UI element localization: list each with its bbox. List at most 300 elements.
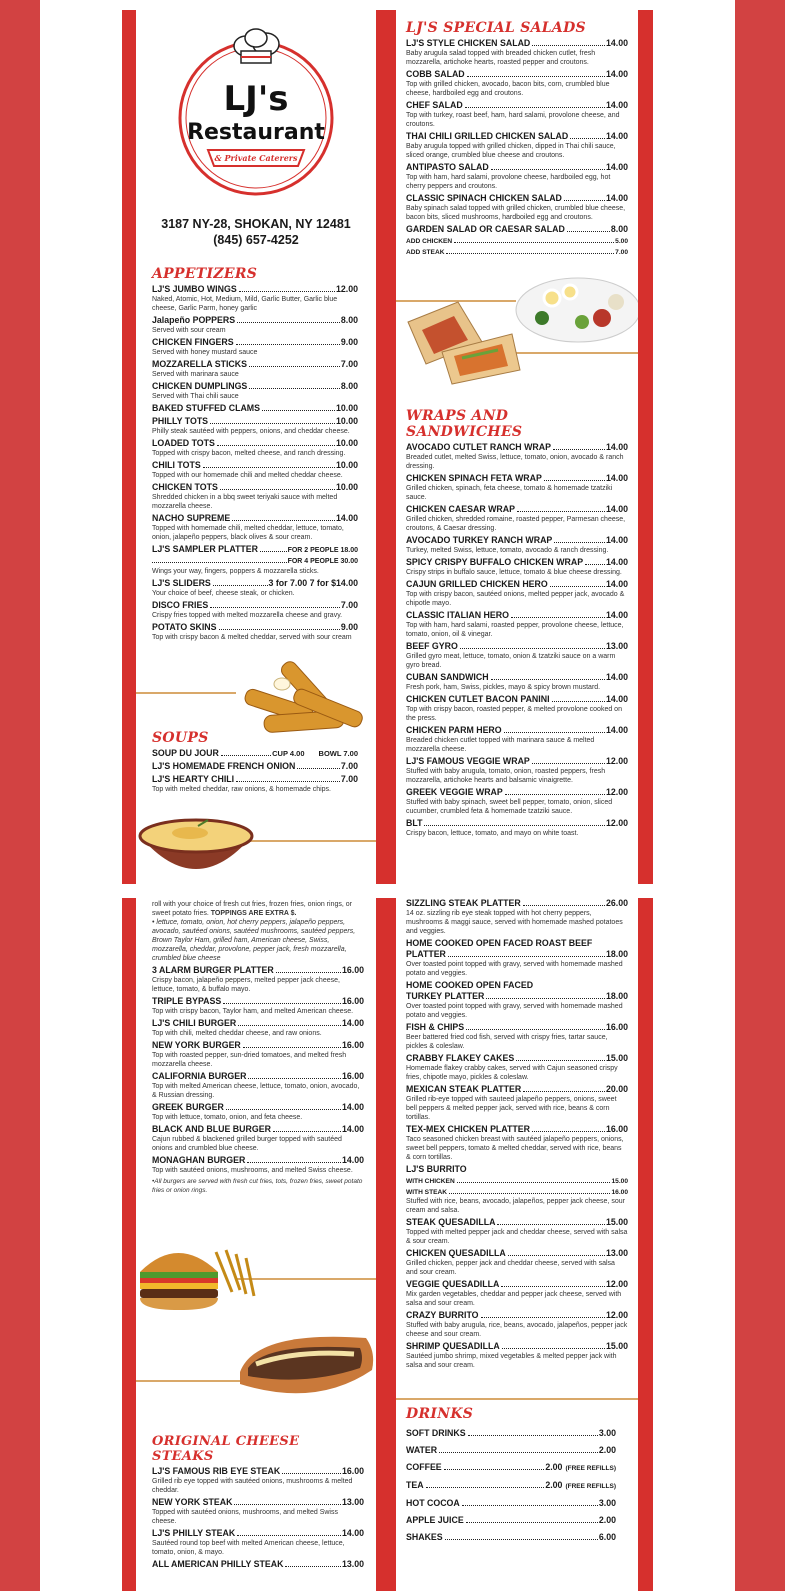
menu-item bbox=[152, 1559, 364, 1570]
menu-item bbox=[152, 403, 358, 414]
menu-item bbox=[152, 761, 358, 772]
appetizers-list bbox=[152, 284, 358, 542]
addon-item bbox=[406, 237, 628, 246]
cheesesteaks-title: ORIGINAL CHEESE STEAKS bbox=[152, 1434, 300, 1464]
item-name: APPLE JUICE bbox=[406, 1515, 464, 1525]
item-name: CRABBY FLAKEY CAKES bbox=[406, 1053, 515, 1063]
drink-item bbox=[406, 1445, 616, 1456]
menu-item bbox=[406, 1084, 628, 1122]
item-desc: Topped with melted pepper jack and cheddar cheese, served with salsa & sour cream. bbox=[406, 1229, 628, 1245]
item-note: (FREE REFILLS) bbox=[565, 1465, 616, 1472]
item-price: 14.00 bbox=[605, 131, 628, 141]
item-price: 14.00 bbox=[605, 610, 628, 620]
item-price: 16.00 bbox=[341, 996, 364, 1006]
item-desc: Baby spinach salad topped with grilled chicken, crumbled blue cheese, bacon bits, sliced mushrooms, hardboiled egg and croutons. bbox=[406, 205, 626, 221]
menu-item bbox=[152, 460, 358, 480]
item-name: NEW YORK BURGER bbox=[152, 1040, 241, 1050]
item-desc: Topped with our homemade chili and melted cheddar cheese. bbox=[152, 472, 343, 479]
item-desc: Top with roasted pepper, sun-dried tomatoes, and melted fresh mozzarella cheese. bbox=[152, 1052, 347, 1068]
item-price: 12.00 bbox=[335, 284, 358, 294]
wraps-section bbox=[406, 408, 628, 838]
item-name: CRAZY BURRITO bbox=[406, 1310, 479, 1320]
item-desc: Stuffed with baby spinach, sweet bell pepper, tomato, onion, sliced cucumber, crumbled feta & homemade tzatziki sauce. bbox=[406, 799, 613, 815]
item-price: 13.00 bbox=[341, 1497, 364, 1507]
item-note: (FREE REFILLS) bbox=[565, 1483, 616, 1490]
item-desc: Top with melted cheddar, raw onions, & homemade chips. bbox=[152, 786, 331, 793]
item-desc: Grilled chicken, spinach, feta cheese, tomato & homemade tzatziki sauce. bbox=[406, 485, 613, 501]
item-desc: Top with lettuce, tomato, onion, and feta cheese. bbox=[152, 1114, 303, 1121]
item-price: 15.00 bbox=[605, 1341, 628, 1351]
menu-item bbox=[406, 535, 628, 555]
item-price: 16.00 bbox=[341, 1040, 364, 1050]
item-desc: Breaded chicken cutlet topped with marinara sauce & melted mozzarella cheese. bbox=[406, 737, 595, 753]
platters-list bbox=[406, 898, 628, 1162]
item-name: CUBAN SANDWICH bbox=[406, 672, 489, 682]
menu-item bbox=[152, 337, 358, 357]
item-price: 2.00 bbox=[598, 1515, 616, 1525]
item-price: 15.00 bbox=[611, 1178, 628, 1185]
menu-item bbox=[406, 193, 628, 222]
item-name: 3 ALARM BURGER PLATTER bbox=[152, 965, 274, 975]
menu-item bbox=[152, 774, 358, 794]
item-price: 3 for 7.00 7 for $14.00 bbox=[268, 578, 358, 588]
item-name: LJ'S HOMEMADE FRENCH ONION bbox=[152, 761, 296, 771]
item-desc: Crispy strips in buffalo sauce, lettuce, tomato & blue cheese dressing. bbox=[406, 569, 622, 576]
item-price: 6.00 bbox=[598, 1532, 616, 1542]
item-name: SPICY CRISPY BUFFALO CHICKEN WRAP bbox=[406, 557, 584, 567]
item-name: CHICKEN SPINACH FETA WRAP bbox=[406, 473, 542, 483]
item-name: LJ'S STYLE CHICKEN SALAD bbox=[406, 38, 531, 48]
item-desc: Sautéed round top beef with melted American cheese, lettuce, tomato, onion, & mayo. bbox=[152, 1540, 345, 1556]
item-name: TRIPLE BYPASS bbox=[152, 996, 222, 1006]
item-desc: Topped with sautéed onions, mushrooms, and melted Swiss cheese. bbox=[152, 1509, 338, 1525]
divider bbox=[396, 1398, 638, 1400]
drink-item bbox=[406, 1498, 616, 1509]
soups-list bbox=[152, 761, 358, 794]
item-price: 10.00 bbox=[335, 403, 358, 413]
menu-item bbox=[152, 544, 358, 576]
menu-item bbox=[406, 938, 628, 978]
item-price: 14.00 bbox=[605, 557, 628, 567]
salads-section bbox=[406, 20, 628, 257]
item-price: 14.00 bbox=[605, 579, 628, 589]
appetizers-title: APPETIZERS bbox=[152, 266, 258, 282]
item-price: 14.00 bbox=[605, 694, 628, 704]
item-desc: Wings your way, fingers, poppers & mozzarella sticks. bbox=[152, 568, 319, 575]
item-name: HOME COOKED OPEN FACED bbox=[406, 980, 534, 990]
item-price: 14.00 bbox=[341, 1528, 364, 1538]
column-bottom-right bbox=[396, 898, 638, 1591]
item-name: ADD CHICKEN bbox=[406, 238, 453, 245]
menu-item bbox=[406, 694, 628, 723]
item-price: 26.00 bbox=[605, 898, 628, 908]
item-name: SIZZLING STEAK PLATTER bbox=[406, 898, 521, 908]
item-name: CHICKEN DUMPLINGS bbox=[152, 381, 248, 391]
item-name: HOT COCOA bbox=[406, 1498, 460, 1508]
item-desc: Top with crispy bacon, Taylor ham, and melted American cheese. bbox=[152, 1008, 354, 1015]
item-price: 14.00 bbox=[605, 100, 628, 110]
drinks-section bbox=[406, 1406, 616, 1543]
wraps-and-salad-image bbox=[402, 272, 638, 392]
menu-item bbox=[152, 1124, 364, 1153]
item-price: 9.00 bbox=[340, 622, 358, 632]
drink-item bbox=[406, 1428, 616, 1439]
item-name: GREEK VEGGIE WRAP bbox=[406, 787, 503, 797]
item-desc: Stuffed with rice, beans, avocado, jalapeños, pepper jack cheese, sour cream and salsa. bbox=[406, 1198, 625, 1214]
menu-item bbox=[152, 359, 358, 379]
item-desc: Crispy bacon, jalapeño peppers, melted pepper jack cheese, lettuce, tomato, & buffalo mayo. bbox=[152, 977, 340, 993]
logo-name-line2: Restaurant bbox=[187, 120, 325, 145]
menu-item bbox=[152, 284, 358, 313]
item-desc: Top with crispy bacon, roasted pepper, & melted provolone cooked on the press. bbox=[406, 706, 622, 722]
item-name: CHILI TOTS bbox=[152, 460, 201, 470]
menu-item bbox=[406, 980, 628, 1020]
menu-item bbox=[406, 579, 628, 608]
item-desc: Grilled gyro meat, lettuce, tomato, onion & tzatziki sauce on a warm gyro bread. bbox=[406, 653, 616, 669]
divider bbox=[244, 840, 376, 842]
item-price: 14.00 bbox=[605, 473, 628, 483]
item-desc: Top with melted American cheese, lettuce, tomato, onion, avocado, & Russian dressing. bbox=[152, 1083, 360, 1099]
menu-item bbox=[406, 898, 628, 936]
item-name: LJ'S BURRITO bbox=[406, 1164, 467, 1174]
item-price: 14.00 bbox=[605, 535, 628, 545]
burgers-intro: roll with your choice of fresh cut fries, frozen fries, onion rings, or sweet potato fries. TOPPINGS ARE EXTRA $. bbox=[152, 901, 352, 917]
item-price: 10.00 bbox=[335, 482, 358, 492]
item-price: 7.00 bbox=[340, 761, 358, 771]
menu-item bbox=[152, 748, 358, 759]
item-price: 18.00 bbox=[605, 991, 628, 1001]
item-price: 10.00 bbox=[335, 438, 358, 448]
item-desc: Crispy bacon, lettuce, tomato, and mayo on white toast. bbox=[406, 830, 579, 837]
logo-name-line1: LJ's bbox=[223, 79, 289, 119]
menu-item bbox=[406, 1248, 628, 1277]
menu-item bbox=[152, 438, 358, 458]
item-desc: Your choice of beef, cheese steak, or chicken. bbox=[152, 590, 295, 597]
menu-item bbox=[406, 1341, 628, 1370]
menu-item bbox=[152, 578, 358, 598]
item-price: 12.00 bbox=[605, 818, 628, 828]
item-name: BLACK AND BLUE BURGER bbox=[152, 1124, 271, 1134]
item-price: 14.00 bbox=[605, 672, 628, 682]
item-price: 16.00 bbox=[341, 1466, 364, 1476]
item-price: 3.00 bbox=[598, 1498, 616, 1508]
item-name: TEX-MEX CHICKEN PLATTER bbox=[406, 1124, 530, 1134]
salads-list bbox=[406, 38, 628, 235]
item-desc: Top with crispy bacon, sautéed onions, melted pepper jack, avocado & chipotle mayo. bbox=[406, 591, 625, 607]
item-desc: Stuffed with baby arugula, rice, beans, avocado, jalapeños, pepper jack cheese and sour cream. bbox=[406, 1322, 628, 1338]
menu-item bbox=[406, 557, 628, 577]
menu-item bbox=[152, 1071, 364, 1100]
item-desc: Turkey, melted Swiss, lettuce, tomato, avocado & ranch dressing. bbox=[406, 547, 609, 554]
item-name: MEXICAN STEAK PLATTER bbox=[406, 1084, 522, 1094]
item-price: 12.00 bbox=[605, 787, 628, 797]
drinks-title: DRINKS bbox=[406, 1406, 474, 1422]
item-price: 2.00 bbox=[598, 1445, 616, 1455]
item-desc: Top with chili, melted cheddar cheese, and raw onions. bbox=[152, 1030, 322, 1037]
item-name: LOADED TOTS bbox=[152, 438, 215, 448]
item-desc: Baby arugula topped with grilled chicken, dipped in Thai chili sauce, sliced orange, crumbled blue cheese and croutons. bbox=[406, 143, 616, 159]
item-desc: Top with sautéed onions, mushrooms, and melted Swiss cheese. bbox=[152, 1167, 353, 1174]
item-price: 14.00 bbox=[605, 442, 628, 452]
item-name: AVOCADO CUTLET RANCH WRAP bbox=[406, 442, 551, 452]
item-price: 12.00 bbox=[605, 1279, 628, 1289]
item-price: 7.00 bbox=[615, 249, 628, 256]
item-name: CHICKEN CUTLET BACON PANINI bbox=[406, 694, 550, 704]
item-desc: Mix garden vegetables, cheddar and pepper jack cheese, served with salsa and sour cream. bbox=[406, 1291, 622, 1307]
item-price: 13.00 bbox=[605, 641, 628, 651]
item-name: BEEF GYRO bbox=[406, 641, 458, 651]
item-desc: Crispy fries topped with melted mozzarella cheese and gravy. bbox=[152, 612, 343, 619]
drinks-list bbox=[406, 1428, 616, 1543]
item-name: CHICKEN CAESAR WRAP bbox=[406, 504, 515, 514]
menu-item bbox=[406, 1279, 628, 1308]
item-desc: Naked, Atomic, Hot, Medium, Mild, Garlic Butter, Garlic blue cheese, Garlic Parm, honey garlic bbox=[152, 296, 338, 312]
item-desc: Top with grilled chicken, avocado, bacon bits, corn, crumbled blue cheese, hardboiled egg and croutons. bbox=[406, 81, 610, 97]
item-name: NACHO SUPREME bbox=[152, 513, 231, 523]
addon-item bbox=[406, 248, 628, 257]
item-price: BOWL 7.00 bbox=[318, 749, 358, 758]
item-name: LJ'S SAMPLER PLATTER bbox=[152, 544, 259, 554]
item-name: TEA bbox=[406, 1480, 424, 1490]
menu-item bbox=[152, 600, 358, 620]
menu-item bbox=[406, 100, 628, 129]
item-price: 12.00 bbox=[605, 756, 628, 766]
menu-item bbox=[152, 1018, 364, 1038]
item-desc: Cajun rubbed & blackened grilled burger topped with sautéed onions and crumbled blue cheese. bbox=[152, 1136, 342, 1152]
menu-item bbox=[406, 131, 628, 160]
toppings-desc: • lettuce, tomato, onion, hot cherry peppers, jalapeño peppers, avocado, sautéed onions, sautéed mushrooms, sautéed peppers, Brown Taylor Ham, grilled ham, American cheese, Swiss, mozzarella, cheddar, provolone, pepper jack, fresh mozzarella, crumbled blue cheese bbox=[152, 919, 356, 962]
item-desc: Grilled rib eye topped with sautéed onions, mushrooms & melted cheddar. bbox=[152, 1478, 353, 1494]
platters-list-2 bbox=[406, 1217, 628, 1370]
item-price: 16.00 bbox=[341, 965, 364, 975]
drink-item bbox=[406, 1515, 616, 1526]
soups-section bbox=[152, 730, 358, 794]
drink-item bbox=[406, 1480, 616, 1492]
burgers-note: •All burgers are served with fresh cut fries, tots, frozen fries, sweet potato fries or onion rings. bbox=[152, 1178, 363, 1194]
cheesesteak-image bbox=[236, 1322, 376, 1412]
item-name: COBB SALAD bbox=[406, 69, 465, 79]
item-desc: Sautéed jumbo shrimp, mixed vegetables & melted pepper jack with salsa and sour cream. bbox=[406, 1353, 617, 1369]
item-name: GARDEN SALAD OR CAESAR SALAD bbox=[406, 224, 565, 234]
item-price: 14.00 bbox=[341, 1018, 364, 1028]
item-price: 7.00 bbox=[340, 600, 358, 610]
item-name: CAJUN GRILLED CHICKEN HERO bbox=[406, 579, 548, 589]
menu-item bbox=[152, 513, 358, 542]
menu-item bbox=[406, 1022, 628, 1051]
menu-item bbox=[152, 1155, 364, 1175]
item-name: LJ'S HEARTY CHILI bbox=[152, 774, 235, 784]
item-price: 15.00 bbox=[605, 1217, 628, 1227]
column-bottom-left bbox=[136, 898, 376, 1591]
item-name: WITH CHICKEN bbox=[406, 1178, 455, 1185]
menu-item bbox=[152, 381, 358, 401]
divider bbox=[136, 1380, 246, 1382]
cheesesteaks-list bbox=[152, 1466, 364, 1570]
menu-item bbox=[152, 1466, 364, 1495]
item-desc: Grilled chicken, pepper jack and cheddar cheese, served with salsa and sour cream. bbox=[406, 1260, 615, 1276]
item-desc: Philly steak sautéed with peppers, onions, and cheddar cheese. bbox=[152, 428, 350, 435]
item-price: 14.00 bbox=[341, 1102, 364, 1112]
item-price: 16.00 bbox=[605, 1124, 628, 1134]
item-name: LJ'S CHILI BURGER bbox=[152, 1018, 237, 1028]
item-desc: Grilled rib-eye topped with sauteed jalapeño peppers, onions, sweet bell peppers & melted pepper jack, served with rice, beans & corn tortillas. bbox=[406, 1096, 617, 1121]
menu-item bbox=[406, 504, 628, 533]
item-desc: Served with marinara sauce bbox=[152, 371, 239, 378]
wraps-list bbox=[406, 442, 628, 838]
chef-hat-icon bbox=[234, 29, 279, 63]
item-name: POTATO SKINS bbox=[152, 622, 217, 632]
item-name: Jalapeño POPPERS bbox=[152, 315, 236, 325]
item-name: LJ'S FAMOUS RIB EYE STEAK bbox=[152, 1466, 281, 1476]
item-price: 16.00 bbox=[605, 1022, 628, 1032]
item-name: BLT bbox=[406, 818, 423, 828]
item-name: SHAKES bbox=[406, 1532, 443, 1542]
item-name: CLASSIC ITALIAN HERO bbox=[406, 610, 509, 620]
item-desc: Stuffed with baby arugula, tomato, onion, roasted peppers, fresh mozzarella, artichoke hearts and balsamic vinaigrette. bbox=[406, 768, 606, 784]
drink-item bbox=[406, 1532, 616, 1543]
phone[interactable]: (845) 657-4252 bbox=[213, 233, 299, 247]
menu-item bbox=[406, 442, 628, 471]
item-desc: Served with sour cream bbox=[152, 327, 226, 334]
wraps-title: WRAPS AND SANDWICHES bbox=[406, 408, 523, 440]
item-price: 14.00 bbox=[341, 1155, 364, 1165]
item-price: 20.00 bbox=[605, 1084, 628, 1094]
item-name: CHICKEN QUESADILLA bbox=[406, 1248, 506, 1258]
item-price: 14.00 bbox=[605, 162, 628, 172]
burrito-option bbox=[406, 1177, 628, 1186]
item-price: 16.00 bbox=[341, 1071, 364, 1081]
menu-item bbox=[152, 622, 358, 642]
item-name: NEW YORK STEAK bbox=[152, 1497, 233, 1507]
item-price: 14.00 bbox=[605, 69, 628, 79]
menu-item bbox=[406, 787, 628, 816]
item-price: 12.00 bbox=[605, 1310, 628, 1320]
item-price: 14.00 bbox=[605, 38, 628, 48]
item-price: 13.00 bbox=[341, 1559, 364, 1569]
appetizers-section bbox=[152, 266, 358, 642]
item-price: CUP 4.00 bbox=[272, 749, 305, 758]
menu-item bbox=[152, 1497, 364, 1526]
item-desc: Top with ham, hard salami, roasted pepper, provolone cheese, lettuce, tomato, onion, oil & vinegar. bbox=[406, 622, 624, 638]
item-name: SOFT DRINKS bbox=[406, 1428, 466, 1438]
item-price: 7.00 bbox=[340, 774, 358, 784]
menu-item bbox=[406, 818, 628, 838]
burgers-list bbox=[152, 965, 364, 1175]
menu-item bbox=[406, 1053, 628, 1082]
item-price: 15.00 bbox=[605, 1053, 628, 1063]
menu-item bbox=[152, 1102, 364, 1122]
item-desc: Over toasted point topped with gravy, served with homemade mashed potato and veggies. bbox=[406, 961, 623, 977]
menu-item bbox=[406, 69, 628, 98]
item-price: 14.00 bbox=[341, 1124, 364, 1134]
item-name: LJ'S PHILLY STEAK bbox=[152, 1528, 236, 1538]
menu-item bbox=[406, 473, 628, 502]
item-desc: Top with ham, hard salami, provolone cheese, hardboiled egg, hot cherry peppers and croutons. bbox=[406, 174, 611, 190]
item-name: AVOCADO TURKEY RANCH WRAP bbox=[406, 535, 553, 545]
item-name: LJ'S JUMBO WINGS bbox=[152, 284, 237, 294]
item-name: ADD STEAK bbox=[406, 249, 445, 256]
menu-item bbox=[406, 672, 628, 692]
item-name: CHICKEN PARM HERO bbox=[406, 725, 502, 735]
item-name: PHILLY TOTS bbox=[152, 416, 209, 426]
column-top-left bbox=[136, 10, 376, 884]
item-name: CHICKEN TOTS bbox=[152, 482, 218, 492]
menu-item bbox=[406, 610, 628, 639]
item-name: WITH STEAK bbox=[406, 1189, 448, 1196]
item-desc: Served with honey mustard sauce bbox=[152, 349, 258, 356]
burgers-section bbox=[152, 900, 364, 1195]
item-name: WATER bbox=[406, 1445, 438, 1455]
item-desc: Top with turkey, roast beef, ham, hard salami, provolone cheese, and croutons. bbox=[406, 112, 620, 128]
item-price: 14.00 bbox=[335, 513, 358, 523]
drink-item bbox=[406, 1462, 616, 1474]
salads-title: LJ'S SPECIAL SALADS bbox=[406, 20, 586, 36]
menu-item bbox=[406, 38, 628, 67]
item-name: SOUP DU JOUR bbox=[152, 748, 219, 758]
item-price: 10.00 bbox=[335, 460, 358, 470]
item-name: MOZZARELLA STICKS bbox=[152, 359, 247, 369]
item-desc: Topped with homemade chili, melted cheddar, lettuce, tomato, onion, jalapeño peppers, black olives & sour cream. bbox=[152, 525, 344, 541]
item-desc: Breaded cutlet, melted Swiss, lettuce, tomato, onion, avocado & ranch dressing. bbox=[406, 454, 624, 470]
platters-section bbox=[406, 898, 628, 1370]
burrito-options bbox=[406, 1177, 628, 1197]
menu-item bbox=[406, 1217, 628, 1246]
menu-item bbox=[406, 725, 628, 754]
salad-addons bbox=[406, 237, 628, 257]
item-desc: Top with crispy bacon & melted cheddar, served with sour cream bbox=[152, 634, 352, 641]
item-desc: Baby arugula salad topped with breaded chicken cutlet, fresh mozzarella, artichoke hearts, roasted pepper and croutons. bbox=[406, 50, 596, 66]
item-price: 16.00 bbox=[611, 1189, 628, 1196]
menu-item bbox=[406, 1310, 628, 1339]
item-price: 3.00 bbox=[598, 1428, 616, 1438]
item-desc: Taco seasoned chicken breast with sautéed jalapeño peppers, onions, sweet bell peppers, tomato & melted cheddar, served with rice, beans & corn tortillas. bbox=[406, 1136, 624, 1161]
menu-item bbox=[406, 641, 628, 670]
menu-item bbox=[406, 1124, 628, 1162]
item-price: 8.00 bbox=[340, 315, 358, 325]
item-price: 13.00 bbox=[605, 1248, 628, 1258]
menu-item bbox=[152, 1040, 364, 1069]
cheesesteaks-section bbox=[152, 1434, 364, 1570]
item-price: 2.00 bbox=[545, 1480, 563, 1490]
menu-item bbox=[406, 756, 628, 785]
item-name: THAI CHILI GRILLED CHICKEN SALAD bbox=[406, 131, 569, 141]
item-name: HOME COOKED OPEN FACED ROAST BEEF bbox=[406, 938, 593, 948]
menu-item bbox=[152, 315, 358, 335]
item-desc: Served with Thai chili sauce bbox=[152, 393, 239, 400]
logo-ribbon: & Private Caterers bbox=[214, 153, 298, 163]
item-price: 5.00 bbox=[615, 238, 628, 245]
item-desc: Shredded chicken in a bbq sweet teriyaki sauce with melted mozzarella cheese. bbox=[152, 494, 338, 510]
item-desc: Homemade flakey crabby cakes, served with Cajun seasoned crispy fries, chipotle mayo, pickles & coleslaw. bbox=[406, 1065, 618, 1081]
menu-item bbox=[406, 1164, 628, 1215]
soup-bowl-image bbox=[136, 806, 256, 884]
divider bbox=[136, 692, 236, 694]
burrito-option bbox=[406, 1188, 628, 1197]
item-name: STEAK QUESADILLA bbox=[406, 1217, 496, 1227]
item-name: ANTIPASTO SALAD bbox=[406, 162, 489, 172]
item-name: VEGGIE QUESADILLA bbox=[406, 1279, 500, 1289]
menu-item bbox=[406, 162, 628, 191]
item-name: PLATTER bbox=[406, 949, 446, 959]
menu-item bbox=[152, 965, 364, 994]
item-price: 10.00 bbox=[335, 416, 358, 426]
item-desc: Fresh pork, ham, Swiss, pickles, mayo & spicy brown mustard. bbox=[406, 684, 601, 691]
item-price: 14.00 bbox=[605, 504, 628, 514]
item-price: 18.00 bbox=[605, 949, 628, 959]
item-desc: Over toasted point topped with gravy, served with homemade mashed potato and veggies. bbox=[406, 1003, 623, 1019]
item-name: DISCO FRIES bbox=[152, 600, 209, 610]
menu-item bbox=[152, 416, 358, 436]
